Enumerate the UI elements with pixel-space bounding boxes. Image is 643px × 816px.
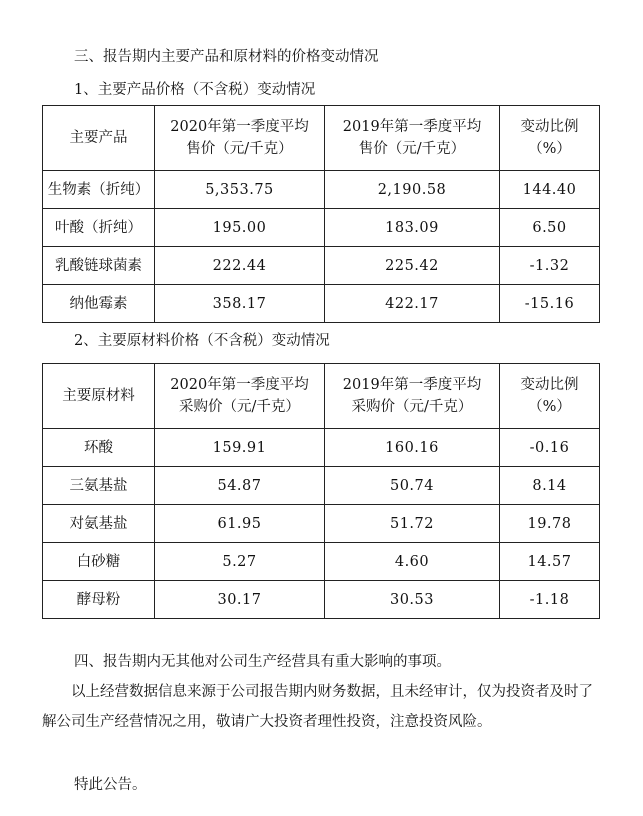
price-2019: 160.16 [325,429,500,467]
header-cell: 变动比例 （%） [500,106,600,171]
price-2020: 54.87 [155,467,325,505]
change-pct: 14.57 [500,543,600,581]
materials-table [42,363,600,619]
header-cell: 2020年第一季度平均 售价（元/千克） [155,106,325,171]
sub2-title: 2、主要原材料价格（不含税）变动情况 [74,333,330,349]
price-2020: 5.27 [155,543,325,581]
price-2020: 159.91 [155,429,325,467]
header-cell: 主要产品 [43,106,155,171]
price-2020: 61.95 [155,505,325,543]
section3-title: 三、报告期内主要产品和原材料的价格变动情况 [74,49,379,65]
price-2019: 225.42 [325,247,500,285]
header-cell: 2020年第一季度平均 采购价（元/千克） [155,364,325,429]
change-pct: 6.50 [500,209,600,247]
table-row [43,429,600,467]
price-2019: 183.09 [325,209,500,247]
header-cell: 2019年第一季度平均 采购价（元/千克） [325,364,500,429]
table-row [43,505,600,543]
price-2019: 4.60 [325,543,500,581]
change-pct: 144.40 [500,171,600,209]
product-name: 纳他霉素 [43,285,155,323]
change-pct: -1.32 [500,247,600,285]
header-cell: 主要原材料 [43,364,155,429]
product-name: 乳酸链球菌素 [43,247,155,285]
price-2020: 222.44 [155,247,325,285]
price-2019: 422.17 [325,285,500,323]
change-pct: 8.14 [500,467,600,505]
materials-header-row [43,364,600,429]
table-row [43,285,600,323]
price-2019: 51.72 [325,505,500,543]
material-name: 对氨基盐 [43,505,155,543]
price-2020: 5,353.75 [155,171,325,209]
change-pct: 19.78 [500,505,600,543]
table-row [43,467,600,505]
price-2019: 50.74 [325,467,500,505]
price-2019: 2,190.58 [325,171,500,209]
price-2020: 195.00 [155,209,325,247]
product-name: 生物素（折纯） [43,171,155,209]
material-name: 环酸 [43,429,155,467]
product-name: 叶酸（折纯） [43,209,155,247]
change-pct: -0.16 [500,429,600,467]
table-row [43,209,600,247]
sub1-title: 1、主要产品价格（不含税）变动情况 [74,82,316,98]
price-2019: 30.53 [325,581,500,619]
material-name: 酵母粉 [43,581,155,619]
table-row [43,581,600,619]
products-table [42,105,600,323]
disclaimer-paragraph: 以上经营数据信息来源于公司报告期内财务数据，且未经审计，仅为投资者及时了解公司生产经营情况之用，敬请广大投资者理性投资，注意投资风险。 [42,684,593,730]
closing-text: 特此公告。 [74,777,147,793]
section4-title: 四、报告期内无其他对公司生产经营具有重大影响的事项。 [74,654,451,670]
material-name: 白砂糖 [43,543,155,581]
table-row [43,171,600,209]
products-header-row [43,106,600,171]
material-name: 三氨基盐 [43,467,155,505]
price-2020: 358.17 [155,285,325,323]
price-2020: 30.17 [155,581,325,619]
header-cell: 2019年第一季度平均 售价（元/千克） [325,106,500,171]
table-row [43,247,600,285]
header-cell: 变动比例 （%） [500,364,600,429]
change-pct: -15.16 [500,285,600,323]
table-row [43,543,600,581]
change-pct: -1.18 [500,581,600,619]
